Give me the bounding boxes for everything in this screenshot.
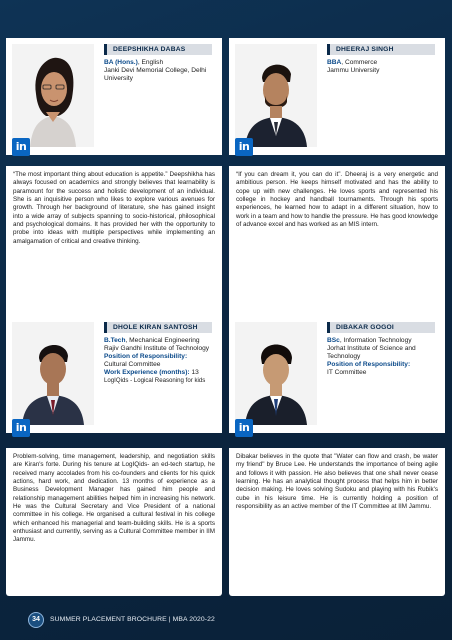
profile-description: “If you can dream it, you can do it”. Dheeraj is a very energetic and ambitious person. He keeps himself motivated and has the ability to cope up with new challenges. He loves sports and represented his college in hockey and handball tournaments. Through his sports experiences, he learned how to adapt in a different situation, how to work in a team and how to handle the pressure. He has good knowledge of advance excel and has worked as an MIS intern. [229, 166, 445, 332]
profile-degree: BA (Hons.), English [104, 59, 164, 66]
profile-header [229, 38, 445, 155]
profile-info [104, 59, 218, 83]
profile-header [229, 316, 445, 433]
profile-description: Dibakar believes in the quote that "Water can flow and crash, be water my friend" by Bruce Lee. He understands the importance of being agile and follows it with passion. He also believes that one shall never cease learning. He has an analytical thought process that helps him in better decision making. He loves solving Sudoku and playing with his Rubik's cube in his leisure time. He is currently holding a position of responsibility as an active member of the IT Committee at IIM Jammu. [229, 448, 445, 596]
linkedin-icon[interactable]: in [12, 419, 30, 437]
profile-name: DHEERAJ SINGH [327, 44, 435, 55]
profile-photo [235, 44, 317, 147]
page-number: 34 [28, 612, 44, 628]
profile-name: DHOLE KIRAN SANTOSH [104, 322, 212, 333]
profile-info [104, 337, 218, 386]
experience-line: Work Experience (months): 13 [104, 369, 199, 377]
responsibility-label: Position of Responsibility: [327, 361, 411, 369]
profile-institution: Janki Devi Memorial College, Delhi University [104, 67, 207, 83]
profile-info [327, 337, 441, 377]
profile-description: Problem-solving, time management, leadership, and negotiation skills are Kiran's forte. During his tenure at LogIQids- an ed-tech startup, he received many accolades from his co-founders and clients for his quick actions, hard work, and dedication. 13 months of experience as a Business Development Manager has gained him people and relationship management abilities helped him in increasing his network. He was the Cultural Secretary and Vice President of a national committee in his college. He organised a cultural festival in his college which enhanced his managerial and team-building skills. He is a sports enthusiast and currently, serving as a Cultural Committee member in IIM Jammu. [6, 448, 222, 596]
profile-description: “The most important thing about education is appetite.” Deepshikha has always focused on academics and strongly believes that learnability is paramount for the success and holistic development of an individual. She is an inquisitive person who likes to explore various avenues for growth. Through her background of literature, she has gained insight into a wide array of subjects spanning to socio-historical, philosophical and psychological domains. It has provided her with the opportunity to probe into ideas with multiple perspectives while implementing an amalgamation of critical and creative thinking. [6, 166, 222, 332]
profile-degree: BBA, Commerce [327, 59, 378, 66]
responsibility-value: Cultural Committee [104, 361, 161, 369]
responsibility-label: Position of Responsibility: [104, 353, 188, 361]
profile-degree: BSc, Information Technology [327, 337, 412, 344]
profile-photo [12, 44, 94, 147]
experience-detail: LogIQids - Logical Reasoning for kids [104, 377, 206, 385]
profile-photo [12, 322, 94, 425]
profile-info [327, 59, 441, 75]
profile-institution: Jammu University [327, 67, 380, 75]
page-footer [0, 612, 452, 628]
profile-header [6, 38, 222, 155]
profile-header [6, 316, 222, 433]
profile-name: DEEPSHIKHA DABAS [104, 44, 212, 55]
footer-text: SUMMER PLACEMENT BROCHURE | MBA 2020-22 [50, 616, 215, 623]
responsibility-value: IT Committee [327, 369, 367, 377]
profile-institution: Rajiv Gandhi Institute of Technology [104, 345, 210, 353]
profile-name: DIBAKAR GOGOI [327, 322, 435, 333]
profile-degree: B.Tech, Mechanical Engineering [104, 337, 200, 344]
linkedin-icon[interactable]: in [235, 419, 253, 437]
profile-institution: Jorhat Institute of Science and Technology [327, 345, 416, 361]
linkedin-icon[interactable]: in [235, 138, 253, 156]
linkedin-icon[interactable]: in [12, 138, 30, 156]
profile-photo [235, 322, 317, 425]
